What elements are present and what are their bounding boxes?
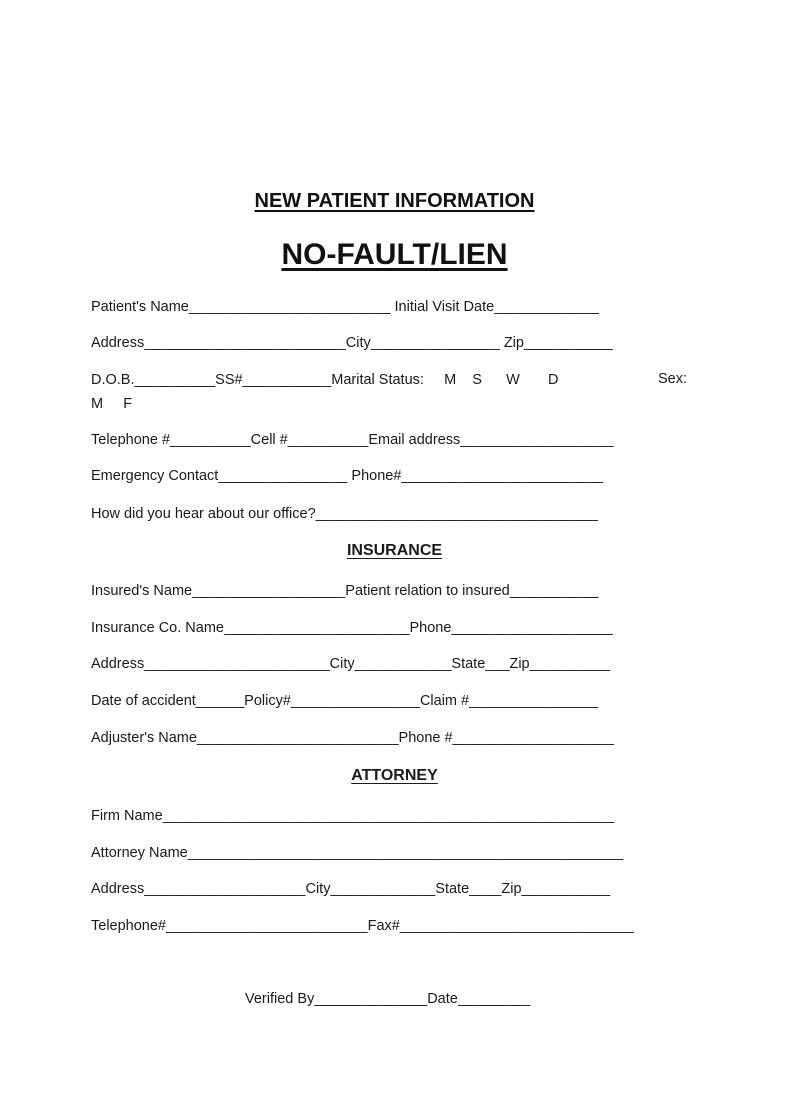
- sex-label: Sex:: [658, 371, 688, 387]
- attorney-heading: [0, 767, 789, 785]
- form-subtitle: [0, 238, 789, 272]
- referral-line[interactable]: How did you hear about our office?___________________________________: [91, 506, 598, 522]
- attorney-heading-text: ATTORNEY: [351, 767, 438, 784]
- insurance-company-line[interactable]: Insurance Co. Name_______________________Phone____________________: [91, 620, 613, 636]
- firm-name-line[interactable]: Firm Name________________________________________________________: [91, 808, 615, 824]
- patient-address-line[interactable]: Address_________________________City________________ Zip___________: [91, 335, 613, 351]
- telephone-line[interactable]: Telephone #__________Cell #__________Email address___________________: [91, 432, 614, 448]
- attorney-name-line[interactable]: Attorney Name______________________________________________________: [91, 845, 624, 861]
- insured-name-line[interactable]: Insured's Name___________________Patient relation to insured___________: [91, 583, 599, 599]
- dob-ss-marital-line[interactable]: D.O.B.__________SS#___________Marital Status: M S W D: [91, 372, 559, 388]
- insurance-heading-text: INSURANCE: [346, 542, 443, 559]
- attorney-address-line[interactable]: Address____________________City_____________State____Zip___________: [91, 881, 611, 897]
- patient-name-line[interactable]: Patient's Name_________________________ Initial Visit Date_____________: [91, 299, 600, 315]
- form-title-text: NEW PATIENT INFORMATION: [254, 190, 535, 212]
- form-title: [0, 190, 789, 213]
- attorney-telephone-line[interactable]: Telephone#_________________________Fax#_____________________________: [91, 918, 634, 934]
- insurance-address-line[interactable]: Address_______________________City____________State___Zip__________: [91, 656, 611, 672]
- emergency-contact-line[interactable]: Emergency Contact________________ Phone#_________________________: [91, 468, 603, 484]
- verified-by-line[interactable]: Verified By______________Date_________: [245, 991, 531, 1007]
- sex-options[interactable]: M F: [91, 396, 133, 412]
- accident-policy-claim-line[interactable]: Date of accident______Policy#________________Claim #________________: [91, 693, 599, 709]
- insurance-heading: [0, 542, 789, 560]
- adjuster-line[interactable]: Adjuster's Name_________________________Phone #____________________: [91, 730, 614, 746]
- form-subtitle-text: NO-FAULT/LIEN: [281, 238, 508, 271]
